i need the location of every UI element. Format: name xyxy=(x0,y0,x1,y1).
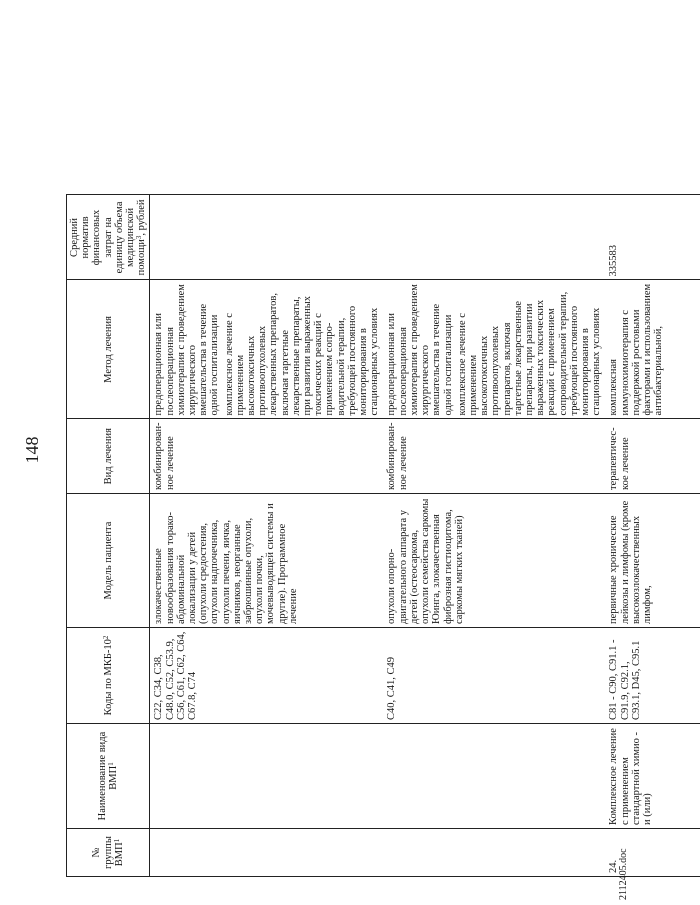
cell-method xyxy=(150,280,384,419)
header-method: Метод лечения xyxy=(67,280,150,419)
cell-norm xyxy=(383,195,605,280)
method-item: предоперационная или послеоперационная химиотерапия с проведением хирургического вмешательства в течение одной госпитализации xyxy=(386,284,454,416)
page-number: 148 xyxy=(22,436,42,464)
table-row xyxy=(605,195,700,877)
header-norm: Средний норматив финансовых затрат на единицу объема медицинской помощи$^3$, рублей xyxy=(67,195,150,280)
header-codes: Коды по МКБ-$10^2$ xyxy=(67,628,150,724)
header-group: № группы ВМП$^1$ xyxy=(67,829,150,877)
header-type: Вид лечения xyxy=(67,419,150,494)
cell-type: комбинирован-ное лечение xyxy=(150,419,384,494)
header-name: Наименование вида ВМП$^1$ xyxy=(67,724,150,829)
cell-type: терапевтичес-кое лечение xyxy=(605,419,700,494)
cell-group xyxy=(150,829,384,877)
cell-model: опухоли опорно-двигательного аппарата у детей (остеосаркома, опухоли семейства саркомы Юинга, злокачественная фиброзная гистиоцитома, саркомы мягких тканей) xyxy=(383,494,605,628)
cell-codes: C40, C41, C49 xyxy=(383,628,605,724)
cell-norm: 335583 xyxy=(605,195,700,280)
cell-codes: C81 - C90, C91.1 - C91.9, C92.1, C93.1, D45, C95.1 xyxy=(605,628,700,724)
cell-model: первичные хронические лейкозы и лимфомы (кроме высокозлокачественных лимфом, xyxy=(605,494,700,628)
cell-type: комбинирован-ное лечение xyxy=(383,419,605,494)
cell-codes: C22, C34, C38, C48.0, C52, C53.9, C56, C61, C62, C64, C67.8, C74 xyxy=(150,628,384,724)
method-item: комплексная иммунохимиотерапия с поддержкой ростовыми факторами и использованием антибактериальной, xyxy=(608,283,665,416)
cell-method xyxy=(383,280,605,419)
method-item: комплексное лечение с применением высокотоксичных противоопухолевых лекарственных препаратов, включая таргетные лекарственные препараты, при развитии выраженных токсических реакций с применением сопро-водительной терапии, требующей постоянного мониторирования в стационарных условиях xyxy=(223,292,381,416)
cell-model: злокачественные новообразования торако-абдоминальной локализации у детей (опухоли средостения, опухоли надпочечника, опухоли печени, яичка, яичников, неорганные забрюшинные опухоли, опухоли почки, мочевыводящей системы и другие). Программное лечение xyxy=(150,494,384,628)
table-row xyxy=(150,195,384,877)
cell-group xyxy=(383,829,605,877)
method-item: комплексное лечение с применением высокотоксичных противоопухолевых препаратов, включая таргетные лекарственные препараты, при развитии выраженных токсических реакций с применением сопроводительной терапии, требующей постоянного мониторирования в стационарных условиях xyxy=(456,291,603,416)
cell-method xyxy=(605,280,700,419)
table-row xyxy=(383,195,605,877)
treatment-table xyxy=(66,194,700,877)
cell-norm xyxy=(150,195,384,280)
footer-filename: 2112405.doc xyxy=(618,848,629,900)
cell-name xyxy=(383,724,605,829)
cell-name: Комплексное лечение с применением стандартной химио - и (или) xyxy=(605,724,700,829)
cell-group: 24. xyxy=(605,829,700,877)
header-model: Модель пациента xyxy=(67,494,150,628)
table-header-row xyxy=(67,195,150,877)
cell-name xyxy=(150,724,384,829)
method-item: предоперационная или послеоперационная химиотерапия с проведением хирургического вмешательства в течение одной госпитализации xyxy=(153,284,221,416)
